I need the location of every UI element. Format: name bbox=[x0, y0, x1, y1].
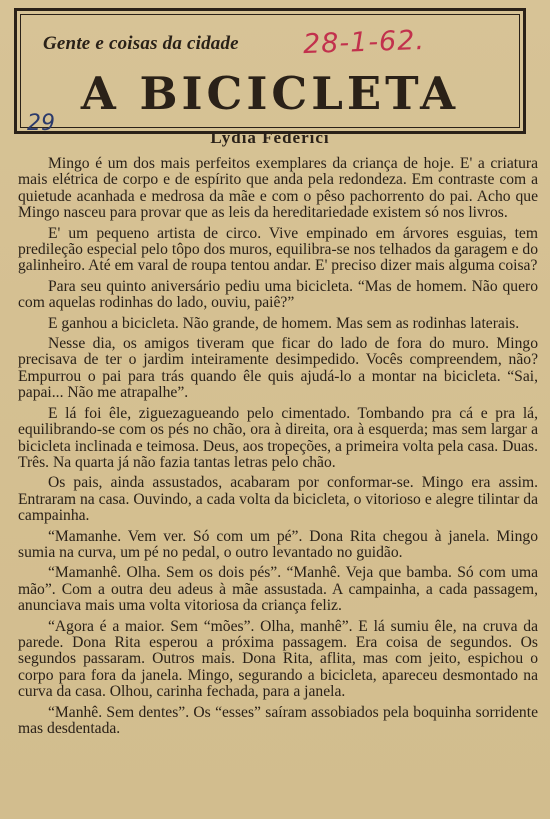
paragraph: Mingo é um dos mais perfeitos exemplares da criança de hoje. E' a criatura mais elétrica de corpo e de espírito que anda pela redondeza. Em contraste com a quietude acanhada e medrosa da mãe e com o pêso pachorrento do pai. Acho que Mingo nasceu para provar que as leis da hereditariedade existem só nos livros. bbox=[18, 155, 538, 222]
column-name: Gente e coisas da cidade bbox=[43, 33, 239, 54]
article-title: A BICICLETA bbox=[80, 67, 460, 120]
handwritten-date: 28-1-62. bbox=[302, 24, 426, 61]
paragraph: Os pais, ainda assustados, acabaram por conformar-se. Mingo era assim. Entraram na casa. Ouvindo, a cada volta da bicicleta, o vitorioso e alegre tilintar da campainha. bbox=[18, 474, 538, 525]
article-header-box bbox=[14, 8, 526, 147]
paragraph: Nesse dia, os amigos tiveram que ficar do lado de fora do muro. Mingo precisava de ter o jardim inteiramente desimpedido. Vocês compreendem, não? Empurrou o pai para trás quando êle quis ajudá-lo a montar na bicicleta. “Sai, papai... Não me atrapalhe”. bbox=[18, 335, 538, 402]
handwritten-number: 29 bbox=[27, 111, 55, 136]
author-byline: Lydia Federici bbox=[210, 128, 330, 147]
paragraph: E' um pequeno artista de circo. Vive empinado em árvores esguias, tem predileção especial pelo tôpo dos muros, equilibra-se nos telhados da garagem e do galinheiro. Até em varal de roupa tentou andar. E' preciso dizer mais alguma coisa? bbox=[18, 224, 538, 275]
paragraph: Para seu quinto aniversário pediu uma bicicleta. “Mas de homem. Não quero com aquelas rodinhas do lado, ouviu, paiê?” bbox=[18, 277, 538, 312]
paragraph: “Mamanhe. Vem ver. Só com um pé”. Dona Rita chegou à janela. Mingo sumia na curva, um pé no pedal, o outro levantado no guidão. bbox=[18, 527, 538, 561]
paragraph: “Manhê. Sem dentes”. Os “esses” saíram assobiados pela boquinha sorridente mas desdentada. bbox=[18, 703, 538, 737]
paragraph: E ganhou a bicicleta. Não grande, de homem. Mas sem as rodinhas laterais. bbox=[48, 314, 520, 332]
article-body bbox=[18, 156, 538, 741]
paragraph: “Agora é a maior. Sem “mões”. Olha, manhê”. E lá sumiu êle, na cruva da parede. Dona Rita esperou a próxima passagem. Era coisa de segundos. Os segundos passaram. Outros mais. Dona Rita, aflita, mas com jeito, espichou o corpo para fora da janela. Mingo, segurando a bicicleta, apareceu desmontado na curva da casa. Olhou, carinha fechada, para a janela. bbox=[18, 617, 538, 701]
paragraph: E lá foi êle, ziguezagueando pelo cimentado. Tombando pra cá e pra lá, equilibrando-se com os pés no chão, ora à direita, ora à esquerda; mas sem largar a bicicleta inclinada e teimosa. Deus, aos tropeções, a primeira volta pela casa. Duas. Três. Na quarta já não fazia tantas letras pelo chão. bbox=[18, 404, 539, 471]
paragraph: “Mamanhê. Olha. Sem os dois pés”. “Manhê. Veja que bamba. Só com uma mão”. Com a outra deu adeus à mãe assustada. A campainha, a cada passagem, anunciava mais uma volta vitoriosa da criança feliz. bbox=[18, 564, 538, 615]
